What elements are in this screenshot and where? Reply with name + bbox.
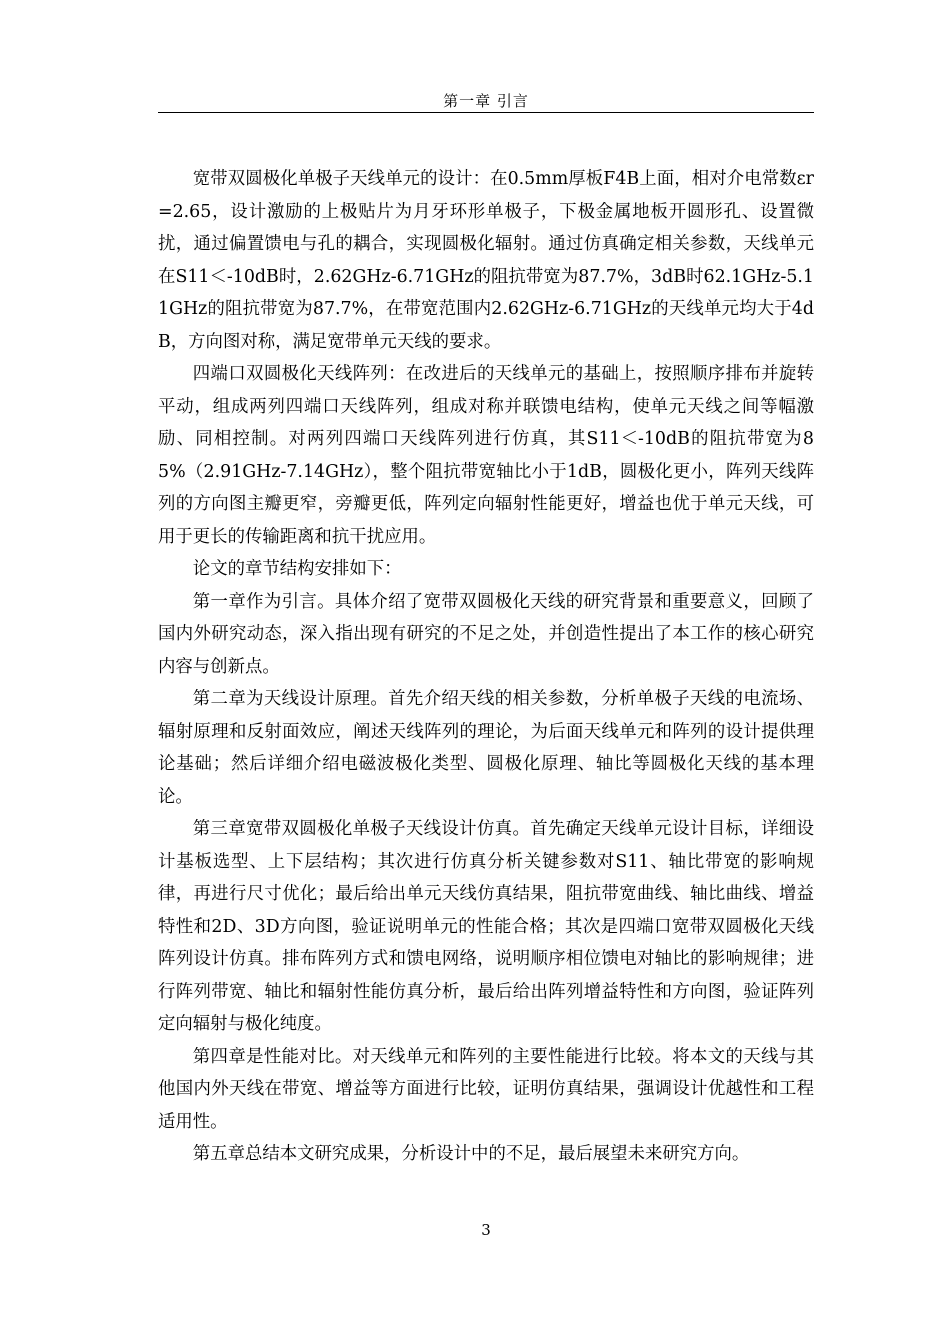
- paragraph-structure-intro: 论文的章节结构安排如下：: [192, 559, 402, 579]
- paragraph-chapter-2: 第二章为天线设计原理。首先介绍天线的相关参数，分析单极子天线的电流场、辐射原理和反射面效应，阐述天线阵列的理论，为后面天线单元和阵列的设计提供理论基础；然后详细介绍电磁波极化类型、圆极化原理、轴比等圆极化天线的基本理论。: [158, 689, 814, 807]
- page-number: 3: [481, 1221, 491, 1239]
- paragraph-chapter-5: 第五章总结本文研究成果，分析设计中的不足，最后展望未来研究方向。: [192, 1144, 750, 1164]
- paragraph-array-design: 四端口双圆极化天线阵列：在改进后的天线单元的基础上，按照顺序排布并旋转平动，组成两列四端口天线阵列，组成对称并联馈电结构，使单元天线之间等幅激励、同相控制。对两列四端口天线阵列进行仿真，其S11＜-10dB的阻抗带宽为85%（2.91GHz-7.14GHz），整个阻抗带宽轴比小于1dB，圆极化更小，阵列天线阵列的方向图主瓣更窄，旁瓣更低，阵列定向辐射性能更好，增益也优于单元天线，可用于更长的传输距离和抗干扰应用。: [158, 364, 814, 547]
- paragraph-chapter-1: 第一章作为引言。具体介绍了宽带双圆极化天线的研究背景和重要意义，回顾了国内外研究动态，深入指出现有研究的不足之处，并创造性提出了本工作的核心研究内容与创新点。: [158, 591, 814, 677]
- body-text: [158, 163, 814, 1171]
- paragraph-chapter-4: 第四章是性能对比。对天线单元和阵列的主要性能进行比较。将本文的天线与其他国内外天线在带宽、增益等方面进行比较，证明仿真结果，强调设计优越性和工程适用性。: [158, 1046, 814, 1132]
- paragraph-chapter-3: 第三章宽带双圆极化单极子天线设计仿真。首先确定天线单元设计目标，详细设计基板选型、上下层结构；其次进行仿真分析关键参数对S11、轴比带宽的影响规律，再进行尺寸优化；最后给出单元天线仿真结果，阻抗带宽曲线、轴比曲线、增益特性和2D、3D方向图，验证说明单元的性能合格；其次是四端口宽带双圆极化天线阵列设计仿真。排布阵列方式和馈电网络，说明顺序相位馈电对轴比的影响规律；进行阵列带宽、轴比和辐射性能仿真分析，最后给出阵列增益特性和方向图，验证阵列定向辐射与极化纯度。: [158, 819, 814, 1034]
- header-divider: [158, 112, 814, 113]
- paragraph-element-design: 宽带双圆极化单极子天线单元的设计：在0.5mm厚板F4B上面，相对介电常数εr=2.65，设计激励的上极贴片为月牙环形单极子，下极金属地板开圆形孔、设置微扰，通过偏置馈电与孔的耦合，实现圆极化辐射。通过仿真确定相关参数，天线单元在S11＜-10dB时，2.62GHz-6.71GHz的阻抗带宽为87.7%，3dB时62.1GHz-5.11GHz的阻抗带宽为87.7%，在带宽范围内2.62GHz-6.71GHz的天线单元均大于4dB，方向图对称，满足宽带单元天线的要求。: [158, 169, 814, 352]
- running-header: 第一章 引言: [443, 92, 529, 110]
